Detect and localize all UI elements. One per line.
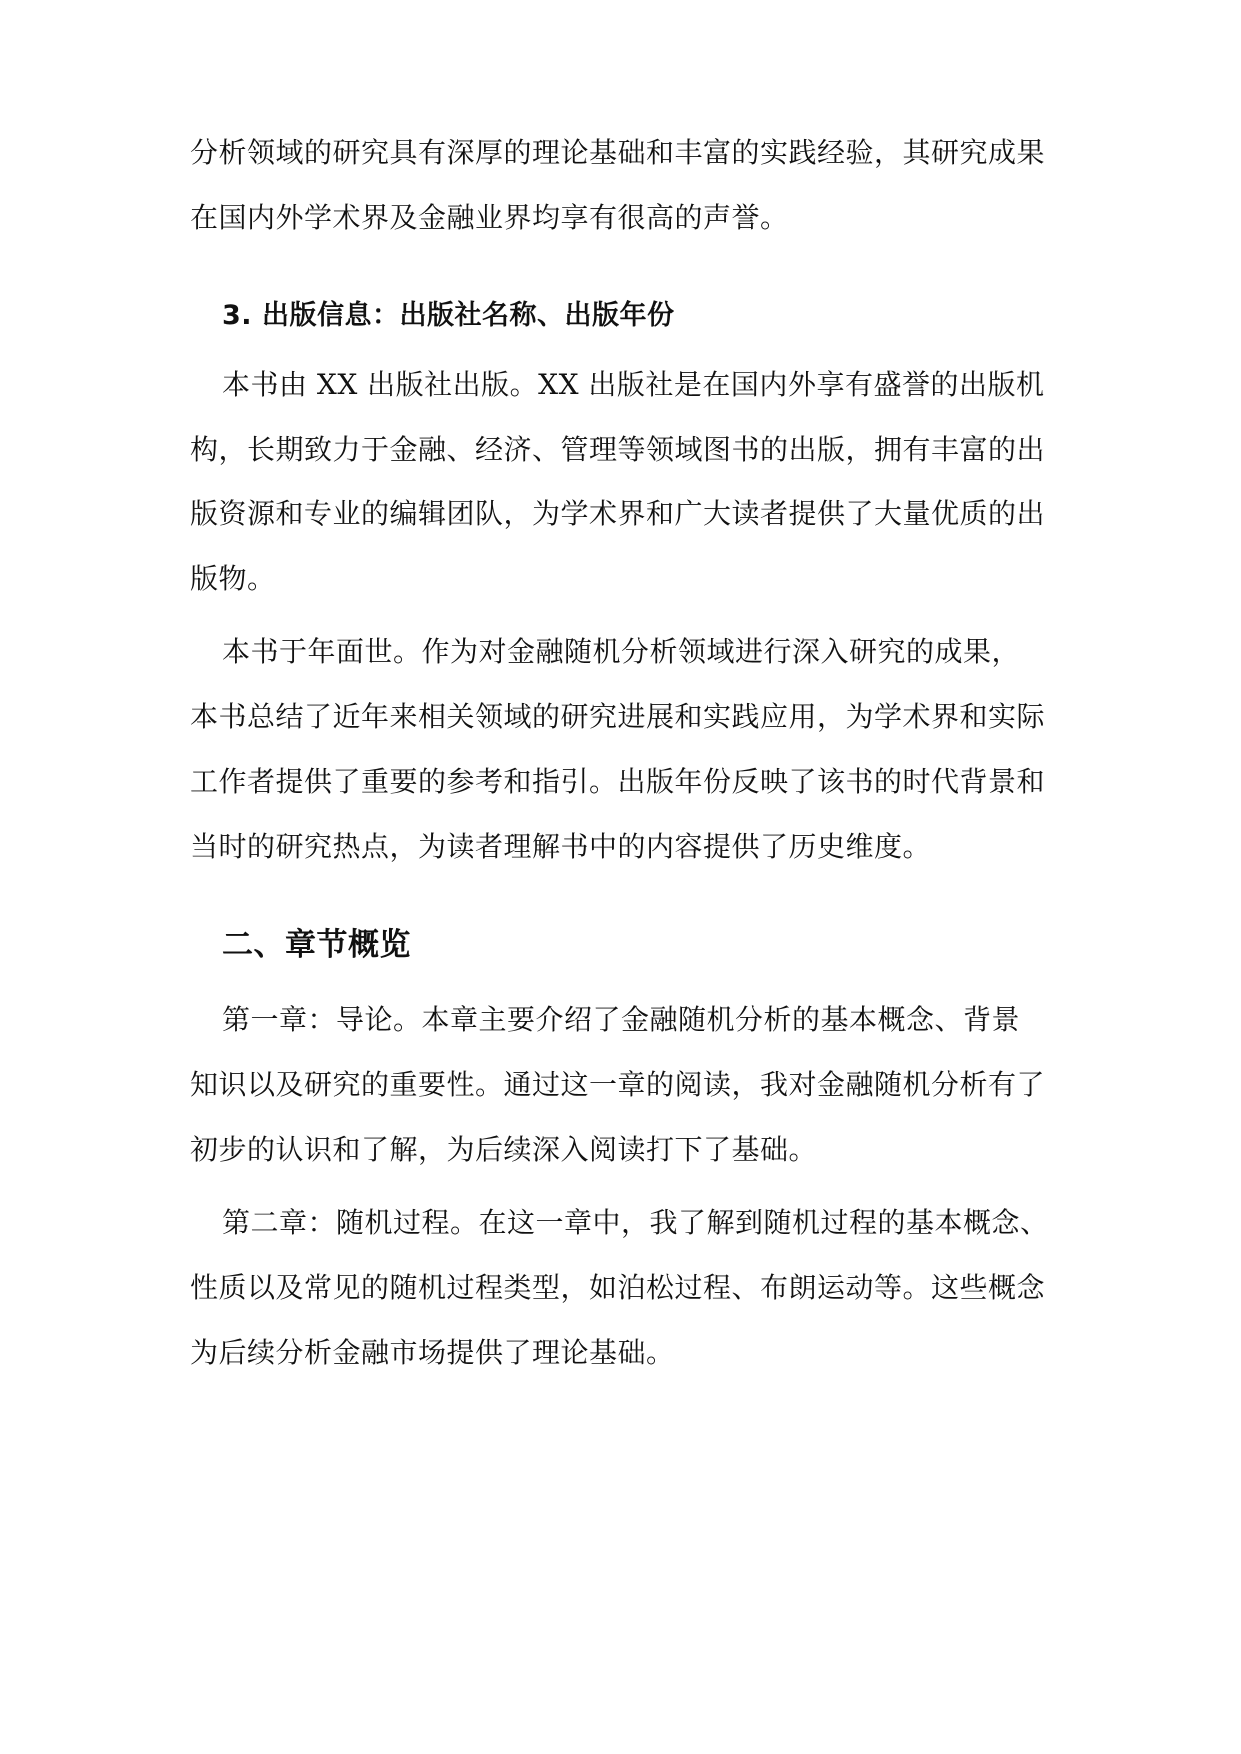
body-text-line: 知识以及研究的重要性。通过这一章的阅读，我对金融随机分析有了 xyxy=(190,1068,1046,1101)
body-text-line: 版资源和专业的编辑团队，为学术界和广大读者提供了大量优质的出 xyxy=(190,497,1046,530)
section-heading: 3. 出版信息：出版社名称、出版年份 xyxy=(222,300,675,331)
body-text-line: 当时的研究热点，为读者理解书中的内容提供了历史维度。 xyxy=(190,830,932,863)
body-text-line: 构，长期致力于金融、经济、管理等领域图书的出版，拥有丰富的出 xyxy=(190,433,1046,466)
body-text-line: 在国内外学术界及金融业界均享有很高的声誉。 xyxy=(190,201,789,234)
body-text-line: 初步的认识和了解，为后续深入阅读打下了基础。 xyxy=(190,1133,818,1166)
body-text-line: 性质以及常见的随机过程类型，如泊松过程、布朗运动等。这些概念 xyxy=(190,1271,1046,1304)
body-text-line: 工作者提供了重要的参考和指引。出版年份反映了该书的时代背景和 xyxy=(190,765,1046,798)
body-text-line: 版物。 xyxy=(190,562,276,595)
chapter-heading: 二、章节概览 xyxy=(222,927,411,963)
body-text-line: 第一章：导论。本章主要介绍了金融随机分析的基本概念、背景 xyxy=(222,1003,1021,1036)
body-text-line: 本书于年面世。作为对金融随机分析领域进行深入研究的成果， xyxy=(222,635,1021,668)
body-text-line: 本书总结了近年来相关领域的研究进展和实践应用，为学术界和实际 xyxy=(190,700,1046,733)
body-text-line: 为后续分析金融市场提供了理论基础。 xyxy=(190,1336,675,1369)
body-text-line: 第二章：随机过程。在这一章中，我了解到随机过程的基本概念、 xyxy=(222,1206,1049,1239)
body-text-line: 分析领域的研究具有深厚的理论基础和丰富的实践经验，其研究成果 xyxy=(190,136,1046,169)
body-text-line: 本书由 XX 出版社出版。XX 出版社是在国内外享有盛誉的出版机 xyxy=(222,368,1045,401)
